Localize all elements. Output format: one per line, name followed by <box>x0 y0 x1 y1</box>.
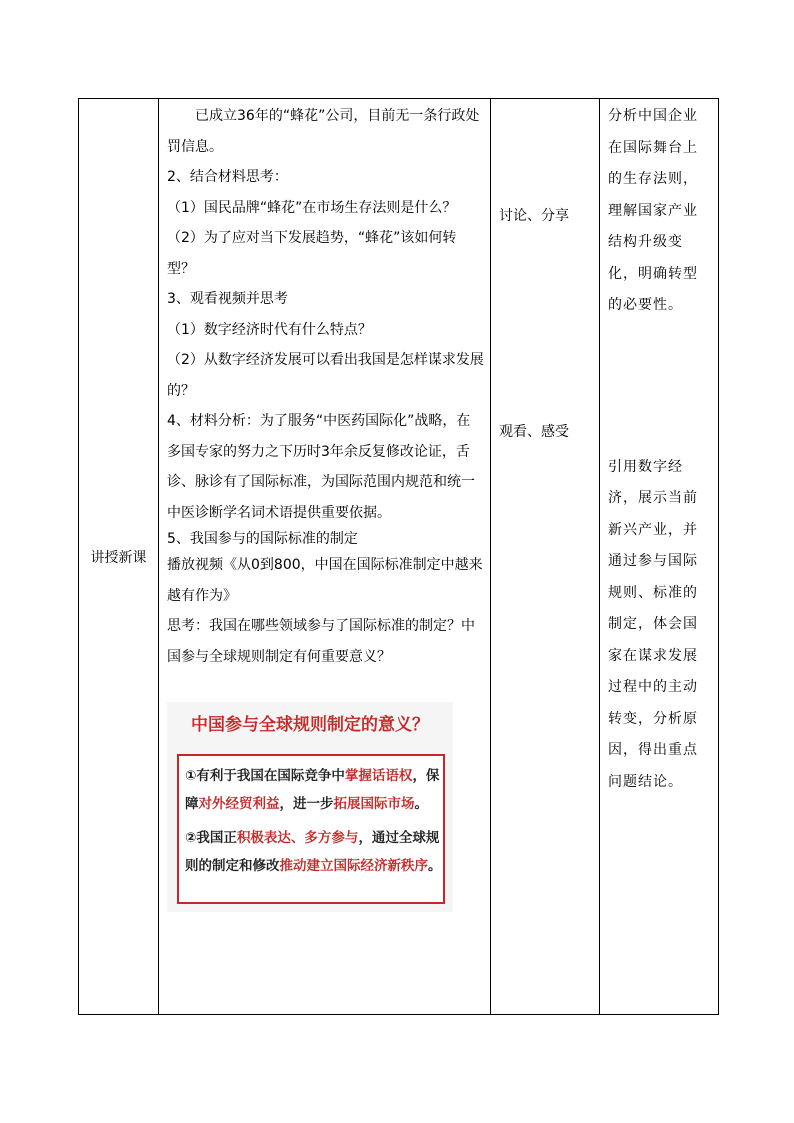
content-cell <box>159 99 491 1015</box>
slide-item-1: ①有利于我国在国际竞争中掌握话语权，保障对外经贸利益，进一步拓展国际市场。 <box>185 768 440 812</box>
content-paragraph: 4、材料分析：为了服务“中医药国际化”战略，在多国专家的努力之下历时3年余反复修改论证，舌诊、脉诊有了国际标准，为国际范围内规范和统一中医诊断学名词术语提供重要依据。 <box>167 413 475 521</box>
stage-label: 讲授新课 <box>90 549 147 566</box>
lesson-plan-table <box>78 98 719 1015</box>
stage-cell <box>79 99 159 1015</box>
activity-label: 讨论、分享 <box>499 208 569 224</box>
content-paragraph: （2）为了应对当下发展趋势，“蜂花”该如何转型？ <box>167 230 457 277</box>
intent-paragraph: 引用数字经济，展示当前新兴产业，并通过参与国际规则、标准的制定，体会国家在谋求发展过程中的主动转变，分析原因，得出重点问题结论。 <box>608 458 698 790</box>
intent-cell <box>600 99 719 1015</box>
content-paragraph: （1）国民品牌“蜂花”在市场生存法则是什么？ <box>167 199 457 216</box>
slide-title: 中国参与全球规则制定的意义？ <box>191 715 429 735</box>
content-paragraph: （1）数字经济时代有什么特点？ <box>167 321 372 338</box>
content-paragraph: 播放视频《从0到800，中国在国际标准制定中越来越有作为》 <box>167 557 483 604</box>
intent-paragraph: 分析中国企业在国际舞台上的生存法则，理解国家产业结构升级变化，明确转型的必要性。 <box>608 108 698 313</box>
activity-cell <box>491 99 600 1015</box>
content-paragraph: 2、结合材料思考： <box>167 169 288 185</box>
slide-item-2: ②我国正积极表达、多方参与，通过全球规则的制定和修改推动建立国际经济新秩序。 <box>185 830 442 874</box>
content-paragraph: 5、我国参与的国际标准的制定 <box>167 531 358 547</box>
slide-image <box>167 702 453 912</box>
content-paragraph: （2）从数字经济发展可以看出我国是怎样谋求发展的？ <box>167 352 484 399</box>
table-row <box>79 99 719 1015</box>
content-paragraph: 3、观看视频并思考 <box>167 291 288 307</box>
slide-box <box>177 754 445 904</box>
content-paragraph: 思考：我国在哪些领域参与了国际标准的制定？中国参与全球规则制定有何重要意义？ <box>167 618 475 665</box>
activity-label: 观看、感受 <box>499 424 569 440</box>
content-paragraph: 已成立36年的“蜂花”公司，目前无一条行政处罚信息。 <box>167 108 480 155</box>
